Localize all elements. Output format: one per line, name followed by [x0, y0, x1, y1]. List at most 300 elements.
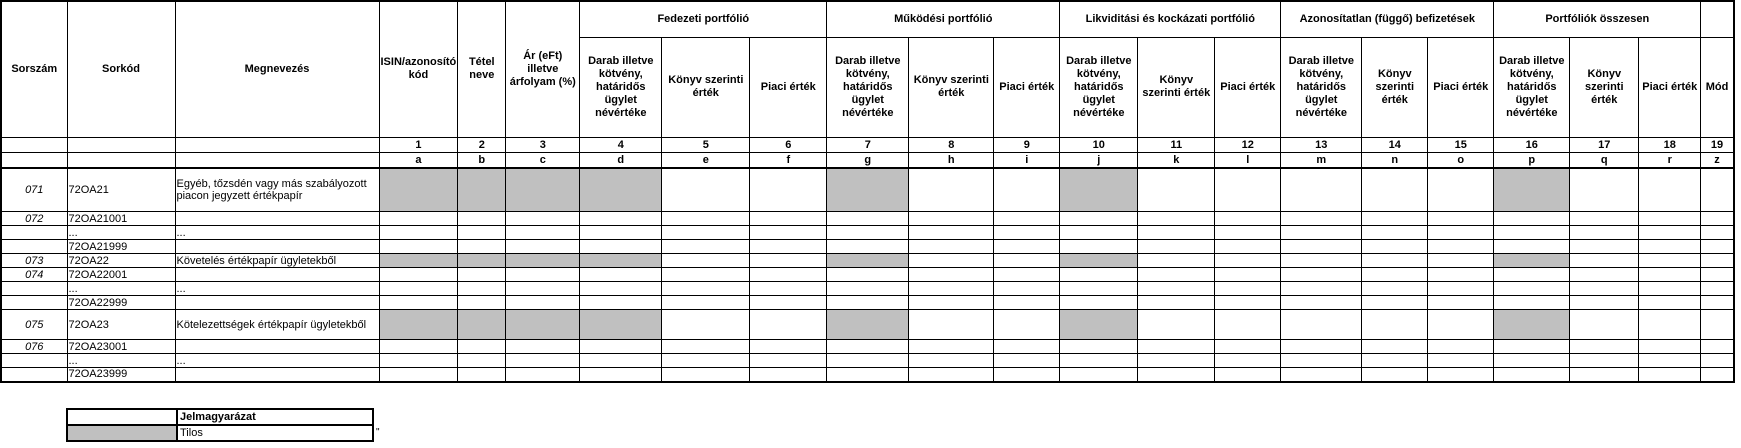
header-ar: Ár (eFt) illetve árfolyam (%)	[506, 1, 580, 137]
data-cell	[1281, 240, 1362, 254]
data-cell	[909, 354, 994, 368]
row-code: 72OA23001	[67, 340, 175, 354]
data-cell	[506, 354, 580, 368]
data-cell	[379, 168, 458, 212]
data-cell	[580, 212, 662, 226]
row-index: 072	[1, 212, 67, 226]
sub-konyv: Könyv szerinti érték	[1138, 37, 1215, 137]
data-cell	[506, 310, 580, 340]
data-cell	[909, 212, 994, 226]
row-code: ...	[67, 282, 175, 296]
data-cell	[909, 296, 994, 310]
data-cell	[1494, 354, 1570, 368]
data-cell	[827, 354, 909, 368]
column-number: 5	[662, 137, 750, 152]
data-cell	[458, 254, 506, 268]
data-cell	[1215, 354, 1281, 368]
row-code: 72OA23	[67, 310, 175, 340]
data-cell	[458, 282, 506, 296]
row-code: 72OA22	[67, 254, 175, 268]
header-megnevezes: Megnevezés	[175, 1, 379, 137]
data-cell	[379, 212, 458, 226]
data-cell	[1428, 368, 1494, 382]
column-number: 14	[1362, 137, 1428, 152]
sub-darab: Darab illetve kötvény, határidős ügylet névértéke	[580, 37, 662, 137]
data-cell	[750, 240, 827, 254]
data-cell	[1570, 310, 1639, 340]
legend-item: Tilos	[177, 425, 373, 441]
data-cell	[1138, 282, 1215, 296]
data-cell	[662, 296, 750, 310]
data-cell	[458, 240, 506, 254]
row-index	[1, 240, 67, 254]
data-cell	[1215, 254, 1281, 268]
data-cell	[827, 282, 909, 296]
row-index	[1, 226, 67, 240]
data-cell	[662, 310, 750, 340]
column-number: 1	[379, 137, 458, 152]
data-cell	[506, 254, 580, 268]
row-index	[1, 282, 67, 296]
data-cell	[1138, 354, 1215, 368]
sub-piaci: Piaci érték	[994, 37, 1060, 137]
data-cell	[994, 240, 1060, 254]
data-cell	[662, 168, 750, 212]
data-cell	[1138, 296, 1215, 310]
data-cell	[1362, 240, 1428, 254]
data-cell	[1639, 340, 1701, 354]
column-letter: h	[909, 152, 994, 168]
data-cell	[1138, 340, 1215, 354]
data-cell	[1701, 268, 1734, 282]
data-cell	[1570, 282, 1639, 296]
column-number: 9	[994, 137, 1060, 152]
row-name: ...	[175, 226, 379, 240]
group-mukodesi: Működési portfólió	[827, 1, 1060, 37]
data-cell	[379, 240, 458, 254]
data-cell	[1570, 226, 1639, 240]
data-cell	[1060, 310, 1138, 340]
table-row	[1, 368, 1734, 382]
column-letter: g	[827, 152, 909, 168]
row-index: 074	[1, 268, 67, 282]
data-cell	[1639, 226, 1701, 240]
column-number: 13	[1281, 137, 1362, 152]
row-name	[175, 368, 379, 382]
data-cell	[458, 168, 506, 212]
table-row	[1, 340, 1734, 354]
data-cell	[1494, 254, 1570, 268]
data-cell	[1281, 254, 1362, 268]
column-number: 4	[580, 137, 662, 152]
data-cell	[750, 354, 827, 368]
column-letter: o	[1428, 152, 1494, 168]
table-row	[1, 310, 1734, 340]
header-sorkod: Sorkód	[67, 1, 175, 137]
data-cell	[827, 340, 909, 354]
data-cell	[580, 310, 662, 340]
sub-darab: Darab illetve kötvény, határidős ügylet névértéke	[1281, 37, 1362, 137]
data-cell	[909, 310, 994, 340]
data-cell	[750, 168, 827, 212]
data-cell	[1639, 212, 1701, 226]
row-name	[175, 212, 379, 226]
sub-piaci: Piaci érték	[1639, 37, 1701, 137]
data-cell	[1060, 254, 1138, 268]
header-mod-top	[1701, 1, 1734, 37]
data-cell	[1494, 340, 1570, 354]
data-cell	[1281, 368, 1362, 382]
data-cell	[1362, 254, 1428, 268]
column-letter: b	[458, 152, 506, 168]
row-name: ...	[175, 282, 379, 296]
data-cell	[1138, 368, 1215, 382]
data-cell	[1215, 310, 1281, 340]
data-cell	[506, 282, 580, 296]
column-number: 6	[750, 137, 827, 152]
data-cell	[1639, 310, 1701, 340]
data-cell	[909, 340, 994, 354]
row-index	[1, 368, 67, 382]
data-cell	[1281, 268, 1362, 282]
data-cell	[379, 310, 458, 340]
data-cell	[1639, 268, 1701, 282]
data-cell	[827, 368, 909, 382]
data-cell	[909, 282, 994, 296]
data-cell	[1138, 268, 1215, 282]
data-cell	[909, 368, 994, 382]
data-cell	[1060, 226, 1138, 240]
row-code: ...	[67, 226, 175, 240]
data-cell	[580, 340, 662, 354]
data-cell	[1281, 310, 1362, 340]
data-cell	[458, 310, 506, 340]
data-cell	[1362, 268, 1428, 282]
data-cell	[1701, 254, 1734, 268]
row-code: 72OA21	[67, 168, 175, 212]
sub-darab: Darab illetve kötvény, határidős ügylet névértéke	[1494, 37, 1570, 137]
data-cell	[1428, 282, 1494, 296]
row-index: 071	[1, 168, 67, 212]
column-number: 7	[827, 137, 909, 152]
row-index	[1, 296, 67, 310]
table-row	[1, 240, 1734, 254]
data-cell	[458, 212, 506, 226]
data-cell	[379, 354, 458, 368]
data-cell	[827, 240, 909, 254]
data-cell	[1494, 368, 1570, 382]
data-cell	[580, 226, 662, 240]
data-cell	[1428, 340, 1494, 354]
column-number: 15	[1428, 137, 1494, 152]
table-row	[1, 226, 1734, 240]
data-cell	[994, 254, 1060, 268]
sub-piaci: Piaci érték	[1215, 37, 1281, 137]
column-letter: f	[750, 152, 827, 168]
data-cell	[1281, 354, 1362, 368]
data-cell	[1362, 212, 1428, 226]
data-cell	[1215, 226, 1281, 240]
data-cell	[1215, 296, 1281, 310]
row-name: Követelés értékpapír ügyletekből	[175, 254, 379, 268]
data-cell	[994, 168, 1060, 212]
column-letter-row	[1, 152, 1734, 168]
data-cell	[1701, 240, 1734, 254]
data-cell	[909, 240, 994, 254]
data-cell	[750, 340, 827, 354]
data-cell	[750, 212, 827, 226]
data-cell	[1138, 240, 1215, 254]
data-cell	[1701, 354, 1734, 368]
data-cell	[1281, 226, 1362, 240]
data-cell	[1494, 212, 1570, 226]
data-cell	[827, 254, 909, 268]
data-cell	[1138, 168, 1215, 212]
data-cell	[1281, 340, 1362, 354]
data-cell	[580, 282, 662, 296]
column-letter: j	[1060, 152, 1138, 168]
row-name	[175, 268, 379, 282]
column-letter: n	[1362, 152, 1428, 168]
data-cell	[1701, 368, 1734, 382]
data-cell	[909, 254, 994, 268]
data-cell	[1494, 168, 1570, 212]
data-cell	[1701, 296, 1734, 310]
data-cell	[1428, 354, 1494, 368]
data-cell	[1060, 354, 1138, 368]
column-letter: p	[1494, 152, 1570, 168]
row-index: 076	[1, 340, 67, 354]
data-cell	[1570, 212, 1639, 226]
legend-swatch	[67, 425, 177, 441]
data-cell	[1639, 368, 1701, 382]
row-code: 72OA21999	[67, 240, 175, 254]
data-cell	[994, 282, 1060, 296]
data-cell	[458, 340, 506, 354]
sub-piaci: Piaci érték	[1428, 37, 1494, 137]
data-cell	[1701, 168, 1734, 212]
data-cell	[1362, 354, 1428, 368]
data-cell	[1138, 254, 1215, 268]
data-cell	[580, 240, 662, 254]
data-cell	[379, 254, 458, 268]
data-cell	[1362, 368, 1428, 382]
data-cell	[827, 310, 909, 340]
data-cell	[1215, 268, 1281, 282]
column-letter: a	[379, 152, 458, 168]
data-cell	[1570, 296, 1639, 310]
data-cell	[1215, 240, 1281, 254]
data-cell	[379, 226, 458, 240]
data-cell	[580, 354, 662, 368]
data-cell	[1639, 296, 1701, 310]
data-cell	[750, 282, 827, 296]
data-cell	[662, 268, 750, 282]
data-cell	[909, 168, 994, 212]
data-cell	[379, 340, 458, 354]
column-letter: d	[580, 152, 662, 168]
row-code: ...	[67, 354, 175, 368]
data-cell	[1138, 226, 1215, 240]
data-cell	[458, 296, 506, 310]
table-row	[1, 296, 1734, 310]
data-cell	[994, 296, 1060, 310]
column-letter: r	[1639, 152, 1701, 168]
data-cell	[1570, 254, 1639, 268]
data-cell	[662, 354, 750, 368]
data-cell	[1281, 168, 1362, 212]
data-cell	[580, 168, 662, 212]
data-cell	[1215, 168, 1281, 212]
data-cell	[1362, 296, 1428, 310]
table-row	[1, 354, 1734, 368]
data-cell	[750, 296, 827, 310]
data-cell	[750, 368, 827, 382]
data-cell	[1428, 226, 1494, 240]
data-cell	[1570, 340, 1639, 354]
sub-konyv: Könyv szerinti érték	[662, 37, 750, 137]
column-letter: c	[506, 152, 580, 168]
data-cell	[506, 240, 580, 254]
data-cell	[506, 212, 580, 226]
data-cell	[1570, 168, 1639, 212]
data-cell	[1639, 282, 1701, 296]
data-cell	[994, 212, 1060, 226]
row-code: 72OA23999	[67, 368, 175, 382]
column-letter: q	[1570, 152, 1639, 168]
sub-piaci: Piaci érték	[750, 37, 827, 137]
data-cell	[1060, 268, 1138, 282]
data-cell	[1060, 240, 1138, 254]
data-cell	[379, 296, 458, 310]
header-isin: ISIN/azonosító kód	[379, 1, 458, 137]
data-cell	[580, 296, 662, 310]
row-name: ...	[175, 354, 379, 368]
data-cell	[994, 354, 1060, 368]
data-cell	[1281, 296, 1362, 310]
data-cell	[1060, 212, 1138, 226]
row-name	[175, 296, 379, 310]
data-cell	[1215, 340, 1281, 354]
data-cell	[458, 226, 506, 240]
data-cell	[1639, 240, 1701, 254]
data-cell	[662, 340, 750, 354]
table-row	[1, 282, 1734, 296]
data-cell	[1494, 268, 1570, 282]
column-number: 3	[506, 137, 580, 152]
sub-darab: Darab illetve kötvény, határidős ügylet névértéke	[1060, 37, 1138, 137]
data-cell	[994, 310, 1060, 340]
legend	[66, 408, 374, 442]
data-cell	[1494, 310, 1570, 340]
data-cell	[458, 368, 506, 382]
data-cell	[1570, 240, 1639, 254]
data-cell	[506, 340, 580, 354]
data-cell	[1494, 296, 1570, 310]
column-number: 8	[909, 137, 994, 152]
group-azonositatlan: Azonosítatlan (függő) befizetések	[1281, 1, 1494, 37]
data-cell	[1494, 282, 1570, 296]
data-cell	[580, 254, 662, 268]
group-fedezeti: Fedezeti portfólió	[580, 1, 827, 37]
data-cell	[1639, 254, 1701, 268]
table-row	[1, 268, 1734, 282]
data-cell	[379, 282, 458, 296]
data-cell	[1281, 282, 1362, 296]
data-cell	[909, 226, 994, 240]
data-cell	[1570, 354, 1639, 368]
data-cell	[379, 368, 458, 382]
legend-title: Jelmagyarázat	[177, 409, 373, 425]
data-cell	[994, 226, 1060, 240]
data-cell	[662, 212, 750, 226]
data-cell	[1494, 226, 1570, 240]
row-index: 073	[1, 254, 67, 268]
data-cell	[1215, 368, 1281, 382]
data-cell	[1639, 354, 1701, 368]
data-cell	[1138, 212, 1215, 226]
data-cell	[1281, 212, 1362, 226]
column-number: 10	[1060, 137, 1138, 152]
column-number: 18	[1639, 137, 1701, 152]
data-cell	[827, 296, 909, 310]
sub-konyv: Könyv szerinti érték	[909, 37, 994, 137]
column-letter: m	[1281, 152, 1362, 168]
data-cell	[1701, 282, 1734, 296]
column-number-row	[1, 137, 1734, 152]
data-cell	[750, 268, 827, 282]
data-cell	[1362, 340, 1428, 354]
data-cell	[458, 268, 506, 282]
data-cell	[1428, 268, 1494, 282]
row-name	[175, 340, 379, 354]
data-cell	[750, 310, 827, 340]
data-cell	[1362, 168, 1428, 212]
data-cell	[1138, 310, 1215, 340]
group-likviditasi: Likviditási és kockázati portfólió	[1060, 1, 1281, 37]
column-number: 11	[1138, 137, 1215, 152]
row-index	[1, 354, 67, 368]
data-cell	[1362, 226, 1428, 240]
column-number: 19	[1701, 137, 1734, 152]
data-cell	[1428, 254, 1494, 268]
data-cell	[827, 168, 909, 212]
data-cell	[750, 226, 827, 240]
data-cell	[1570, 368, 1639, 382]
data-cell	[662, 368, 750, 382]
row-name	[175, 240, 379, 254]
sub-konyv: Könyv szerinti érték	[1362, 37, 1428, 137]
data-cell	[909, 268, 994, 282]
sub-darab: Darab illetve kötvény, határidős ügylet névértéke	[827, 37, 909, 137]
data-cell	[1060, 282, 1138, 296]
table-row	[1, 212, 1734, 226]
header-mod: Mód	[1701, 37, 1734, 137]
data-cell	[506, 226, 580, 240]
data-cell	[827, 212, 909, 226]
data-cell	[580, 268, 662, 282]
data-cell	[1701, 212, 1734, 226]
data-cell	[1639, 168, 1701, 212]
data-cell	[827, 268, 909, 282]
data-cell	[1428, 212, 1494, 226]
column-letter: i	[994, 152, 1060, 168]
data-cell	[1362, 310, 1428, 340]
table-row	[1, 168, 1734, 212]
data-cell	[1060, 340, 1138, 354]
data-cell	[662, 226, 750, 240]
data-cell	[662, 254, 750, 268]
